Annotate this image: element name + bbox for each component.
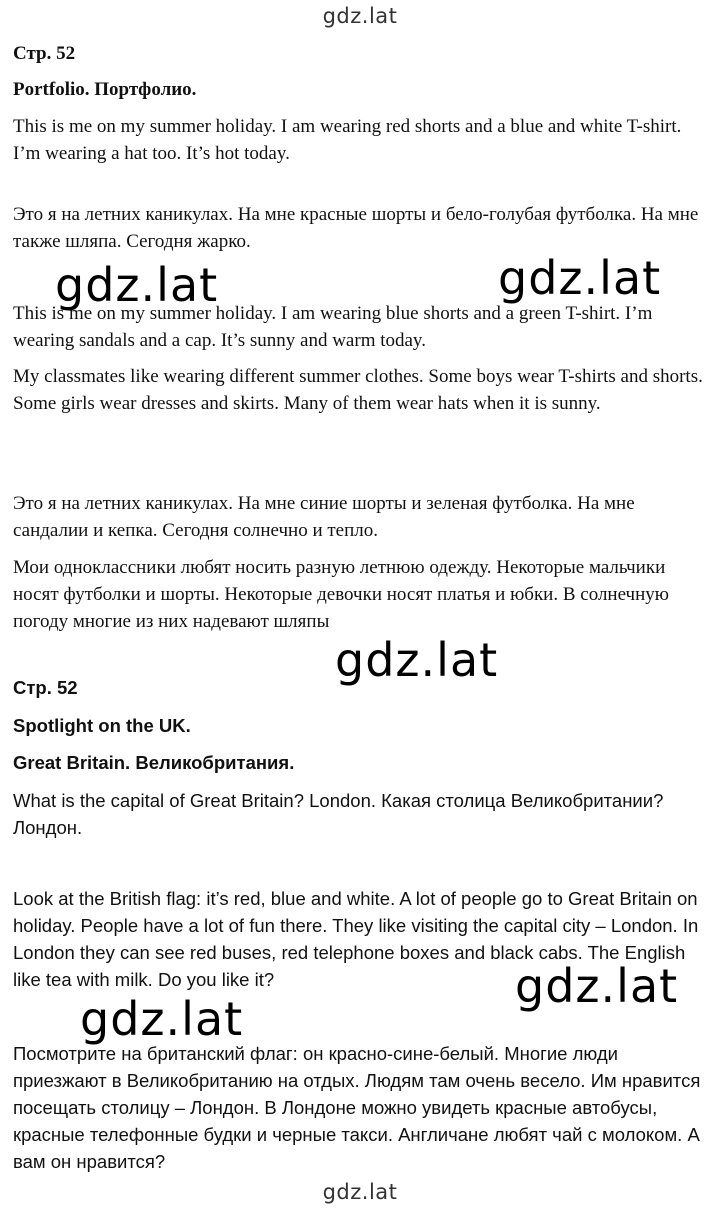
section-heading-great-britain: Great Britain. Великобритания.: [13, 752, 295, 773]
paragraph-en-3: My classmates like wearing different summer clothes. Some boys wear T-shirts and shorts. Some girls wear dresses and skirts. Many of them wear hats when it is sunny.: [13, 366, 703, 414]
paragraph-ru-2: Это я на летних каникулах. На мне синие шорты и зеленая футболка. На мне сандалии и кепка. Сегодня солнечно и тепло.: [13, 493, 635, 541]
watermark-large-1: gdz.lat: [55, 258, 219, 312]
paragraph-ru-4: Посмотрите на британский флаг: он красно-сине-белый. Многие люди приезжают в Великобританию на отдых. Людям там очень весело. Им нравится посещать столицу – Лондон. В Лондоне можно увидеть красные автобусы, красные телефонные будки и черные такси. Англичане любят чай с молоком. А вам он нравится?: [13, 1043, 701, 1172]
watermark-large-4: gdz.lat: [515, 959, 679, 1013]
watermark-large-5: gdz.lat: [80, 992, 244, 1046]
paragraph-en-4: Look at the British flag: it’s red, blue and white. A lot of people go to Great Britain on holiday. People have a lot of fun there. They like visiting the capital city – London. In London they can see red buses, red telephone boxes and black cabs. The English like tea with milk. Do you like it?: [13, 888, 699, 990]
watermark-top: gdz.lat: [322, 4, 398, 28]
paragraph-en-1: This is me on my summer holiday. I am wearing red shorts and a blue and white T-shirt. I’m wearing a hat too. It’s hot today.: [13, 116, 682, 164]
paragraph-ru-1: Это я на летних каникулах. На мне красные шорты и бело-голубая футболка. На мне также шляпа. Сегодня жарко.: [13, 204, 699, 252]
paragraph-en-2: This is me on my summer holiday. I am wearing blue shorts and a green T-shirt. I’m wearing sandals and a cap. It’s sunny and warm today.: [13, 303, 653, 351]
watermark-bottom: gdz.lat: [322, 1180, 398, 1204]
watermark-large-2: gdz.lat: [498, 251, 662, 305]
page-ref-1: Стр. 52: [13, 43, 76, 64]
watermark-large-3: gdz.lat: [335, 633, 499, 687]
page-ref-2: Стр. 52: [13, 677, 78, 698]
section-heading-portfolio: Portfolio. Портфолио.: [13, 79, 197, 100]
section-heading-spotlight: Spotlight on the UK.: [13, 715, 191, 736]
paragraph-mixed-1: What is the capital of Great Britain? London. Какая столица Великобритании? Лондон.: [13, 790, 664, 838]
paragraph-ru-3: Мои одноклассники любят носить разную летнюю одежду. Некоторые мальчики носят футболки и шорты. Некоторые девочки носят платья и юбки. В солнечную погоду многие из них надевают шляпы: [13, 557, 669, 632]
